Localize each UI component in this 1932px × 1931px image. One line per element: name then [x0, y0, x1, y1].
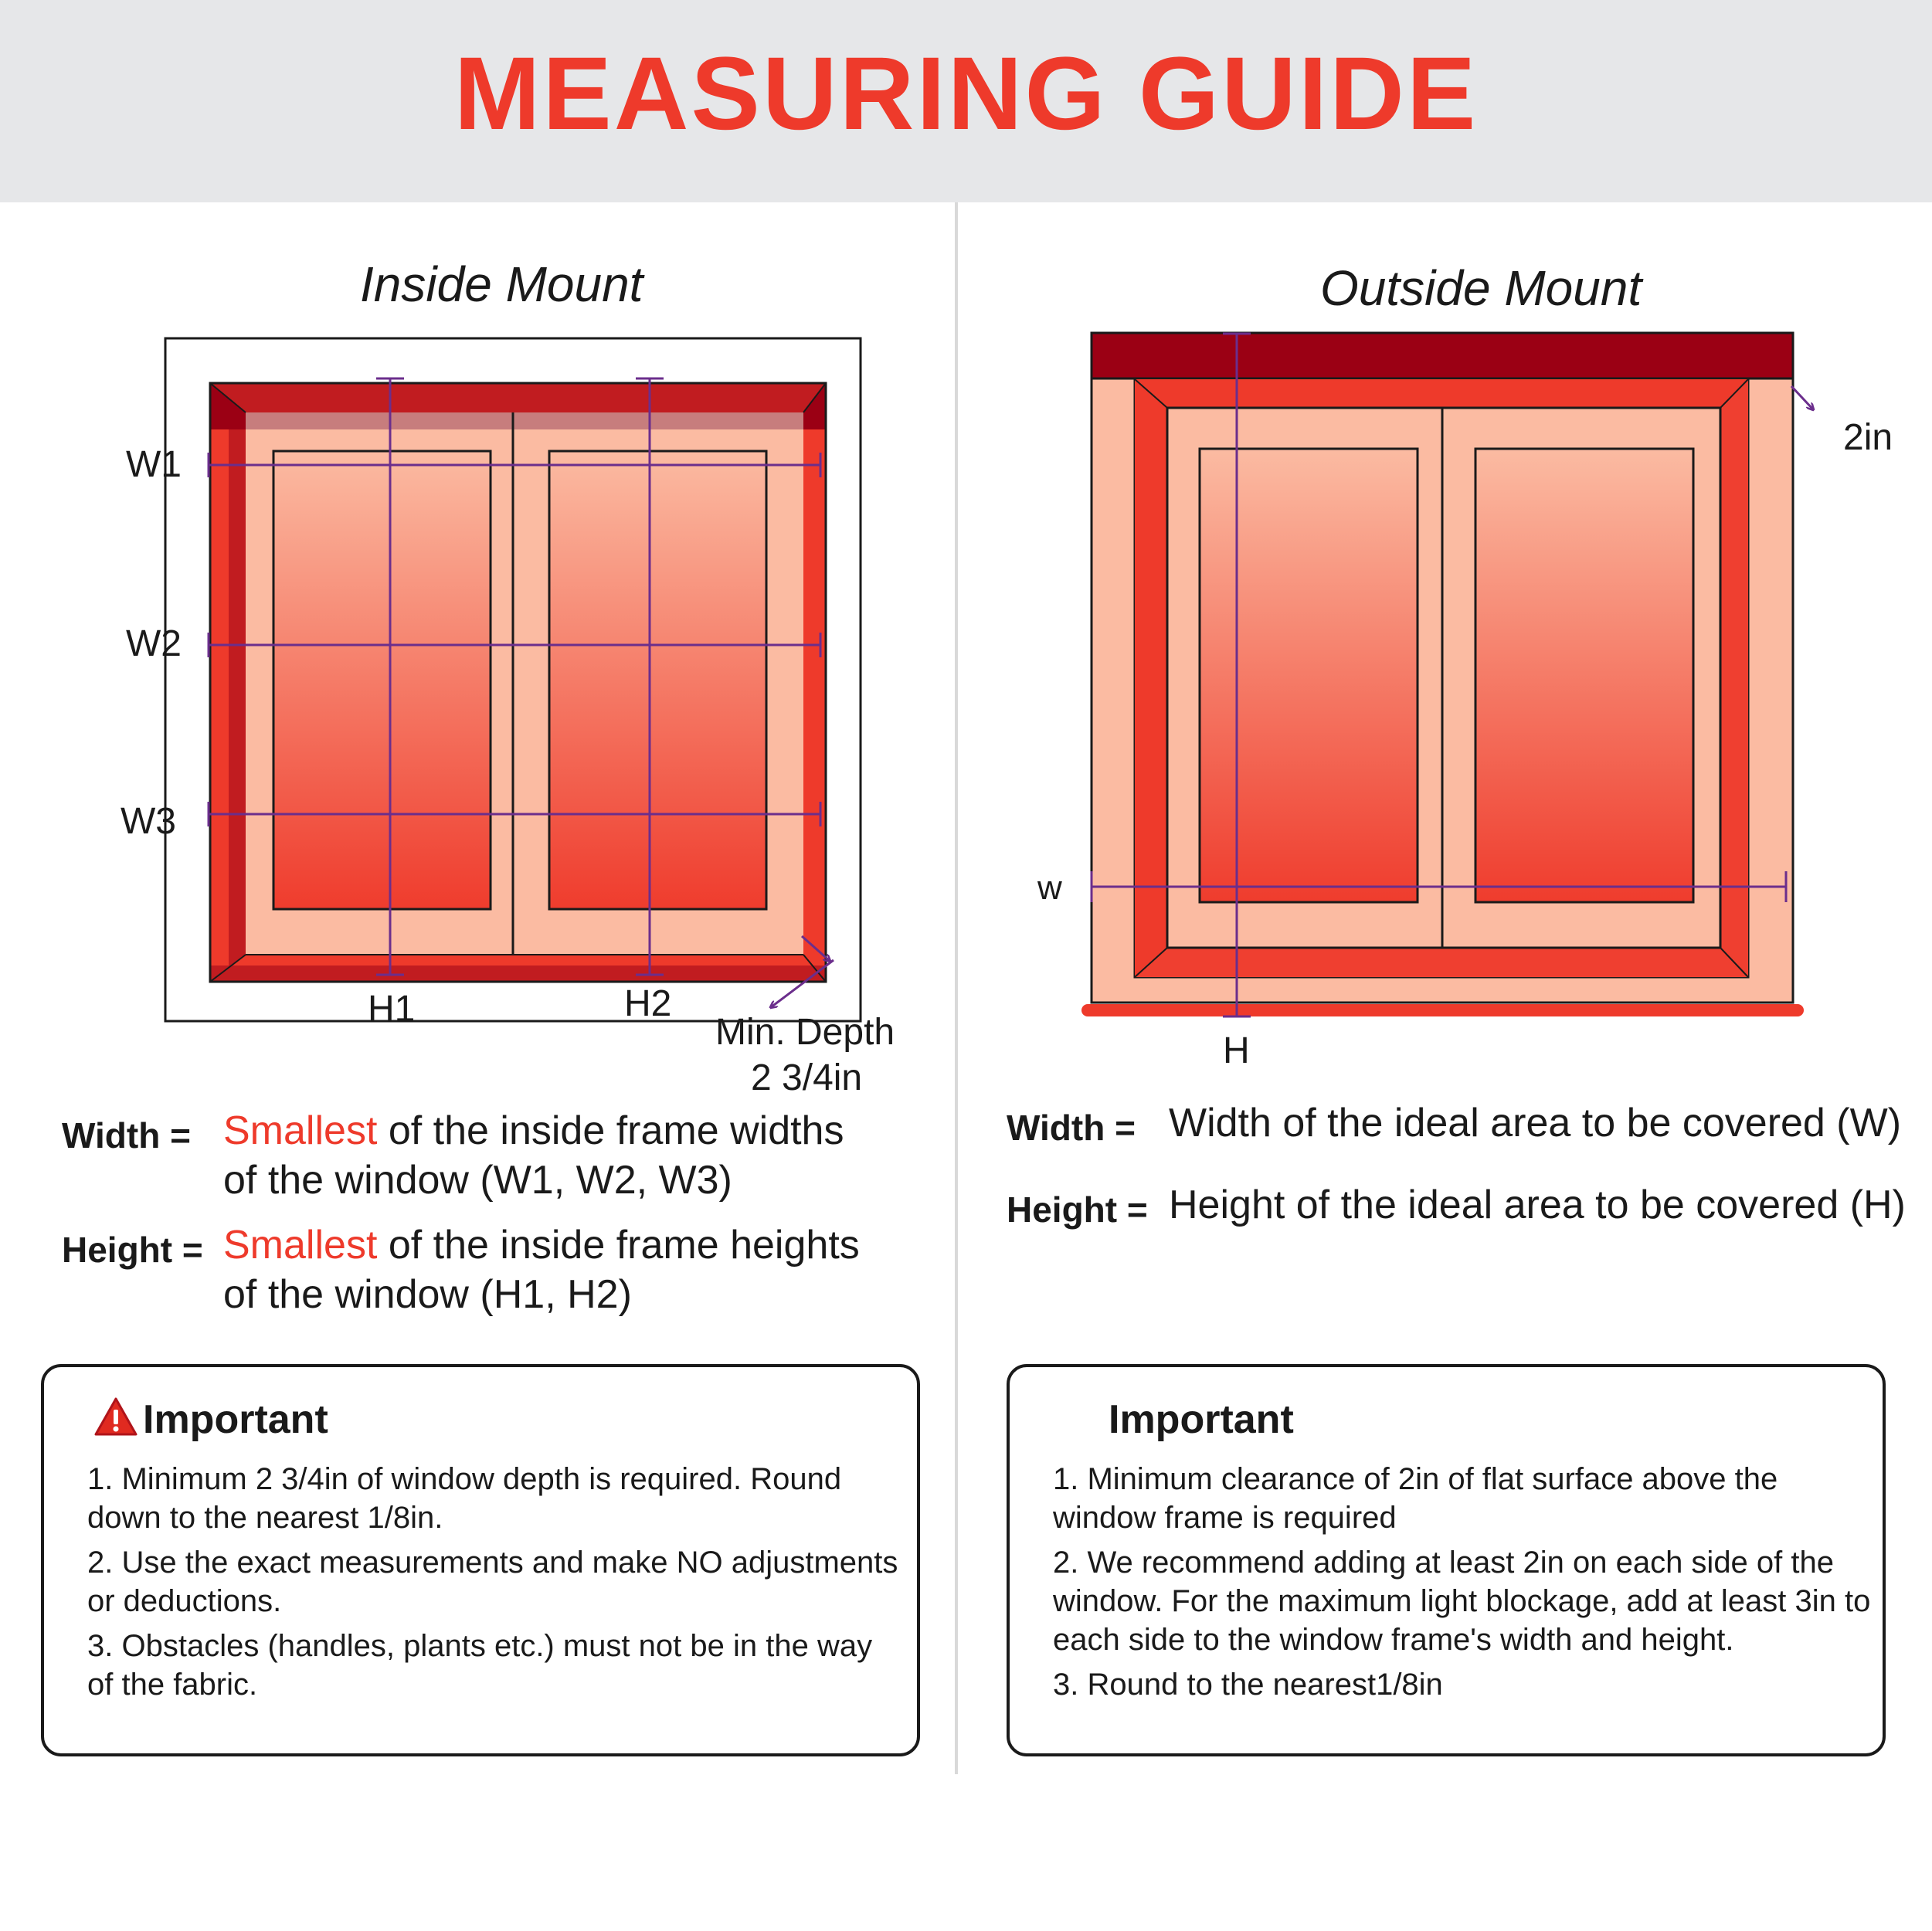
inside-width-formula — [223, 1106, 844, 1205]
inside-mount-title: Inside Mount — [360, 256, 643, 312]
inside-mount-diagram — [165, 338, 861, 1024]
inside-width-rest: of the inside frame widths — [377, 1108, 844, 1153]
list-item: 1. Minimum 2 3/4in of window depth is required. Round down to the nearest 1/8in. — [87, 1462, 842, 1535]
label-min-depth: Min. Depth — [715, 1012, 895, 1053]
outside-mount-title: Outside Mount — [1320, 260, 1642, 316]
inside-important-list — [87, 1460, 906, 1710]
outside-pane-left — [1200, 449, 1418, 902]
inside-pane-right — [549, 451, 766, 909]
list-item: 1. Minimum clearance of 2in of flat surface above the window frame is required — [1053, 1462, 1778, 1535]
label-h2: H2 — [624, 983, 672, 1024]
inside-height-highlight: Smallest — [223, 1223, 378, 1268]
inside-width-key: Width = — [62, 1115, 191, 1156]
inside-height-formula — [223, 1220, 860, 1319]
outside-width-text: Width of the ideal area to be covered (W) — [1169, 1101, 1902, 1145]
inside-important-title: Important — [143, 1397, 328, 1442]
inside-height-key: Height = — [62, 1230, 203, 1270]
outside-important-list — [1053, 1460, 1872, 1710]
inside-width-line2: of the window (W1, W2, W3) — [223, 1158, 732, 1203]
list-item: 3. Obstacles (handles, plants etc.) must not be in the way of the fabric. — [87, 1629, 873, 1702]
outside-clearance-band — [1092, 333, 1793, 378]
label-h: H — [1223, 1030, 1250, 1071]
outside-width-key: Width = — [1007, 1108, 1136, 1148]
inside-width-highlight: Smallest — [223, 1108, 378, 1153]
list-item: 2. We recommend adding at least 2in on each side of the window. For the maximum light blockage, add at least 3in to each side to the window frame's width and height. — [1053, 1546, 1871, 1657]
outside-important-box — [1007, 1364, 1886, 1756]
list-item: 3. Round to the nearest1/8in — [1053, 1668, 1443, 1702]
clearance-arrow — [1791, 386, 1813, 409]
warning-triangle-icon — [93, 1396, 138, 1437]
page-title: MEASURING GUIDE — [453, 36, 1479, 151]
label-depth-value: 2 3/4in — [751, 1057, 863, 1098]
inside-important-box — [41, 1364, 920, 1756]
label-w3: W3 — [121, 801, 176, 842]
label-w1: W1 — [126, 444, 182, 485]
outside-height-key: Height = — [1007, 1189, 1148, 1230]
outside-important-title: Important — [1109, 1397, 1294, 1442]
inside-height-line2: of the window (H1, H2) — [223, 1272, 632, 1317]
inside-pane-left — [273, 451, 491, 909]
outside-mount-diagram — [1088, 333, 1813, 1016]
label-w2: W2 — [126, 623, 182, 664]
outside-pane-right — [1475, 449, 1693, 902]
label-h1: H1 — [368, 989, 416, 1030]
label-w: w — [1037, 869, 1062, 907]
inside-height-rest: of the inside frame heights — [377, 1223, 860, 1268]
label-clearance: 2in — [1843, 417, 1893, 458]
outside-height-text: Height of the ideal area to be covered (H) — [1169, 1183, 1906, 1227]
list-item: 2. Use the exact measurements and make NO adjustments or deductions. — [87, 1546, 898, 1618]
